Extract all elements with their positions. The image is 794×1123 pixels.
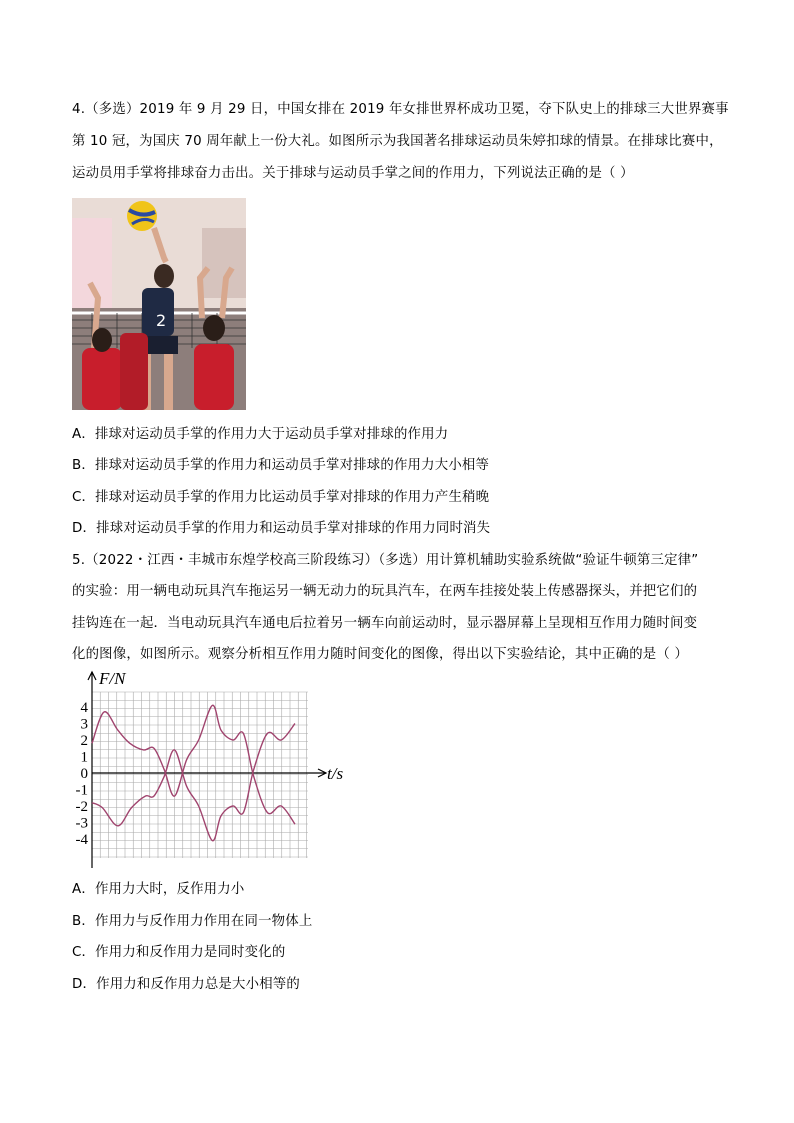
y-tick-label: -1 (75, 782, 88, 799)
q5-stem-line-3: 挂钩连在一起．当电动玩具汽车通电后拉着另一辆车向前运动时，显示器屏幕上呈现相互作用力随时间变 (72, 616, 698, 631)
force-time-chart-svg (70, 668, 360, 880)
q5-option-d: D．作用力和反作用力总是大小相等的 (72, 977, 300, 992)
q4-option-a: A．排球对运动员手掌的作用力大于运动员手掌对排球的作用力 (72, 427, 449, 442)
q5-option-a: A．作用力大时，反作用力小 (72, 882, 245, 897)
y-tick-label: 3 (80, 716, 88, 733)
y-tick-label: -3 (75, 815, 88, 832)
svg-text:2: 2 (156, 311, 167, 330)
q4-stem-line-3: 运动员用手掌将排球奋力击出。关于排球与运动员手掌之间的作用力，下列说法正确的是（ ） (72, 166, 634, 181)
force-curve-1 (92, 705, 295, 824)
q5-stem-line-4: 化的图像，如图所示。观察分析相互作用力随时间变化的图像，得出以下实验结论，其中正确的是（ ） (72, 647, 689, 662)
force-time-chart (70, 668, 360, 880)
q5-stem-line-1: 5.（2022・江西・丰城市东煌学校高三阶段练习）（多选）用计算机辅助实验系统做“验证牛顿第三定律” (72, 553, 699, 568)
q4-option-b: B．排球对运动员手掌的作用力和运动员手掌对排球的作用力大小相等 (72, 458, 490, 473)
q5-option-b: B．作用力与反作用力作用在同一物体上 (72, 914, 313, 929)
y-tick-label: -2 (75, 799, 88, 815)
volleyball-spike-photo (72, 198, 246, 410)
y-tick-label: 2 (80, 733, 88, 749)
q4-stem-line-1: 4.（多选）2019 年 9 月 29 日，中国女排在 2019 年女排世界杯成功卫冕，夺下队史上的排球三大世界赛事 (72, 102, 729, 117)
y-tick-label: 4 (80, 700, 88, 716)
y-tick-label: -4 (75, 832, 88, 848)
q4-option-c: C．排球对运动员手掌的作用力比运动员手掌对排球的作用力产生稍晚 (72, 490, 490, 505)
y-axis-label: F/N (99, 669, 126, 688)
q4-option-d: D．排球对运动员手掌的作用力和运动员手掌对排球的作用力同时消失 (72, 521, 491, 536)
q5-option-c: C．作用力和反作用力是同时变化的 (72, 945, 286, 960)
y-tick-label: 0 (80, 766, 88, 782)
x-axis-label: t/s (327, 764, 344, 783)
force-curve-2 (92, 724, 295, 841)
volleyball-photo-illustration (72, 198, 246, 410)
y-tick-label: 1 (80, 749, 88, 766)
q4-stem-line-2: 第 10 冠，为国庆 70 周年献上一份大礼。如图所示为我国著名排球运动员朱婷扣球的情景。在排球比赛中， (72, 134, 723, 149)
q5-stem-line-2: 的实验：用一辆电动玩具汽车拖运另一辆无动力的玩具汽车，在两车挂接处装上传感器探头，并把它们的 (72, 584, 698, 599)
